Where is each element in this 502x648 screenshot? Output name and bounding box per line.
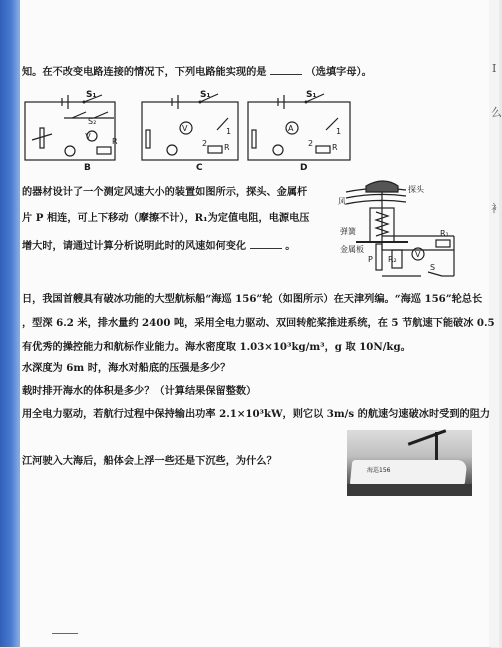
q3-line-2: ，型深 6.2 米，排水量约 2400 吨，采用全电力驱动、双回转舵桨推进系统，在 5 节航速下能破冰 0.5 bbox=[22, 317, 495, 329]
ship-crane bbox=[408, 429, 447, 445]
answer-blank bbox=[250, 238, 282, 249]
q2-line-3-tail: 。 bbox=[285, 240, 296, 252]
q3-line-1: 日，我国首艘具有破冰功能的大型航标船“海巡 156”轮（如图所示）在天津列编。“海巡 156”轮总长 bbox=[22, 293, 483, 305]
label-v: V bbox=[415, 250, 421, 259]
label-r: R bbox=[112, 137, 118, 146]
label-r2: R₂ bbox=[388, 255, 397, 264]
q3-sub-3: 用全电力驱动，若航行过程中保持输出功率 2.1×10³kW，则它以 3m/s 的航速匀速破冰时受到的阻力 bbox=[22, 408, 491, 420]
q2-line-3-text: 增大时，请通过计算分析说明此时的风速如何变化 bbox=[22, 240, 247, 252]
label-r: R bbox=[224, 143, 230, 152]
answer-blank bbox=[270, 64, 302, 75]
label-p: P bbox=[368, 255, 373, 264]
q3-line-3: 有优秀的操控能力和航标作业能力。海水密度取 1.03×10³kg/m³，g 取 10N/kg。 bbox=[22, 341, 411, 353]
label-r: R bbox=[332, 143, 338, 152]
label-plate: 金属板 bbox=[340, 245, 364, 254]
q1-circuits bbox=[22, 88, 462, 174]
label-r1: R₁ bbox=[440, 229, 449, 238]
wind-speed-apparatus bbox=[336, 178, 466, 280]
label-two: 2 bbox=[202, 139, 208, 148]
edge-mark: I bbox=[492, 62, 497, 75]
ship-photo bbox=[347, 430, 472, 496]
q1-stem bbox=[22, 64, 372, 79]
label-s: S bbox=[430, 263, 436, 272]
word-sidebar bbox=[0, 0, 20, 647]
label-one: 1 bbox=[336, 127, 342, 136]
label-v: V bbox=[85, 132, 91, 141]
q2-line-2: 片 P 相连，可上下移动（摩擦不计），R₁为定值电阻，电源电压 bbox=[22, 212, 310, 224]
label-two: 2 bbox=[308, 139, 314, 148]
q2-line-1: 的器材设计了一个测定风速大小的装置如图所示，探头、金属杆 bbox=[22, 186, 308, 198]
label-spring: 弹簧 bbox=[340, 227, 356, 236]
option-d-label: D bbox=[300, 163, 308, 173]
option-c-label: C bbox=[196, 163, 203, 173]
ship-mast bbox=[435, 432, 438, 462]
circuit-frame bbox=[25, 102, 115, 160]
label-a: A bbox=[288, 124, 294, 133]
option-b-label: B bbox=[84, 163, 91, 173]
q1-stem-tail: （选填字母）。 bbox=[305, 66, 372, 78]
switch-s1-label: S₁ bbox=[306, 90, 317, 100]
q2-line-3 bbox=[22, 238, 295, 253]
page-footer-box bbox=[52, 633, 78, 648]
label-v: V bbox=[182, 124, 188, 133]
q3-sub-2: 载时排开海水的体积是多少？（计算结果保留整数） bbox=[22, 385, 257, 397]
label-s2: S₂ bbox=[88, 117, 97, 126]
switch-s1-label: S₁ bbox=[200, 90, 211, 100]
q1-stem-text: 知。在不改变电路连接的情况下，下列电路能实现的是 bbox=[22, 66, 267, 78]
label-wind: 风 bbox=[338, 197, 346, 206]
ship-name: 海巡156 bbox=[367, 467, 391, 474]
switch-s1-label: S₁ bbox=[86, 90, 97, 100]
ice-surface bbox=[347, 484, 472, 496]
label-one: 1 bbox=[226, 127, 232, 136]
q3-sub-1: 水深度为 6m 时，海水对船底的压强是多少？ bbox=[22, 362, 231, 374]
label-probe: 探头 bbox=[408, 185, 424, 194]
q3-sub-4: 江河驶入大海后，船体会上浮一些还是下沉些，为什么？ bbox=[22, 455, 277, 467]
edge-mark: 衤 bbox=[491, 202, 502, 215]
edge-mark: 么 bbox=[491, 106, 502, 119]
